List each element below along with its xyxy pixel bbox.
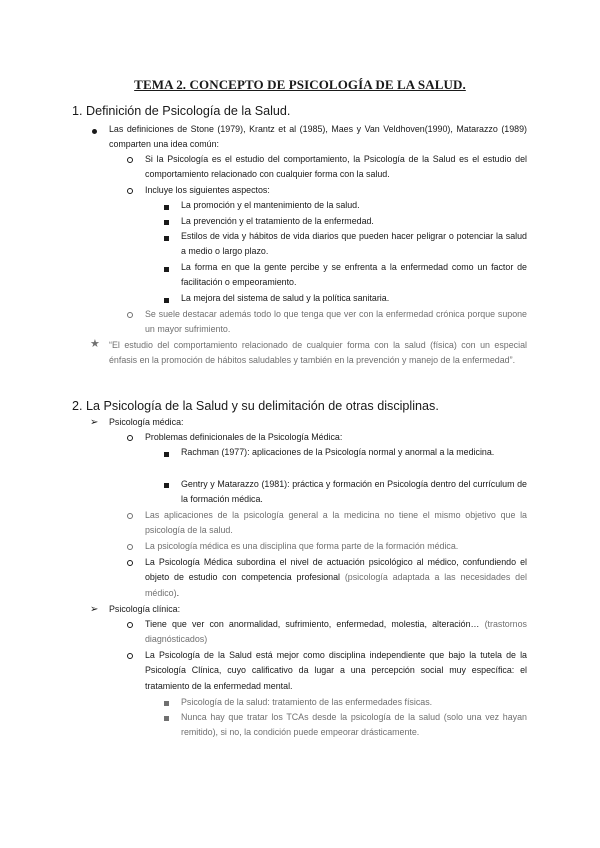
clinica-label: Psicología clínica: [109,604,181,614]
definition-paragraph: Si la Psicología es el estudio del comportamiento, la Psicología de la Salud es el estudio del comportamiento relacionado con cualquier forma con la salud. [145,154,527,180]
bullet-square [164,478,169,493]
bullet-circle [127,431,133,446]
aspect-item: La mejora del sistema de salud y la política sanitaria. [181,293,390,303]
bullet-square [164,696,169,711]
bullet-square [164,262,169,277]
medica-discipline: La psicología médica es una disciplina que forma parte de la formación médica. [145,541,459,551]
bullet-square [164,293,169,308]
gentry-item: Gentry y Matarazzo (1981): práctica y formación en Psicología dentro del currículum de la formación médica. [181,479,527,505]
clinica-independent: La Psicología de la Salud está mejor como disciplina independiente que bajo la tutela de la Psicología Clínica, cuyo calificativo da lugar a una percepción social muy específica: el tratamiento de la enfermedad mental. [145,650,527,691]
bullet-square [164,200,169,215]
bullet-square [164,231,169,246]
medica-label: Psicología médica: [109,417,184,427]
section-2-heading: 2. La Psicología de la Salud y su delimitación de otras disciplinas. [72,399,439,413]
bullet-circle [127,649,133,664]
medica-problems: Problemas definicionales de la Psicología Médica: [145,432,343,442]
rachman-item: Rachman (1977): aplicaciones de la Psicología normal y anormal a la medicina. [181,447,495,457]
definition-quote: “El estudio del comportamiento relacionado de cualquier forma con la salud (física) con un especial énfasis en la promoción de hábitos saludables y también en la prevención y manejo de la enfermedad”. [109,340,527,366]
bullet-circle [127,618,133,633]
medica-applications: Las aplicaciones de la psicología general a la medicina no tiene el mismo objetivo que la psicología de la salud. [145,510,527,536]
bullet-dot [92,124,97,139]
aspect-item: Estilos de vida y hábitos de vida diarios que pueden hacer peligrar o potenciar la salud a medio o largo plazo. [181,231,527,257]
bullet-circle [127,540,133,555]
aspects-intro: Incluye los siguientes aspectos: [145,185,270,195]
tca-item: Nunca hay que tratar los TCAs desde la psicología de la salud (solo una vez hayan remitido), si no, la condición puede empeorar drásticamente. [181,712,527,738]
aspect-item: La prevención y el tratamiento de la enfermedad. [181,216,374,226]
bullet-square [164,215,169,230]
section-1-heading: 1. Definición de Psicología de la Salud. [72,104,291,118]
star-icon: ★ [90,338,100,350]
bullet-circle [127,308,133,323]
page-title: TEMA 2. CONCEPTO DE PSICOLOGÍA DE LA SALUD. [134,77,466,92]
physical-illness-item: Psicología de la salud: tratamiento de las enfermedades físicas. [181,697,433,707]
aspect-item: La promoción y el mantenimiento de la salud. [181,200,360,210]
bullet-circle [127,556,133,571]
chronic-illness-note: Se suele destacar además todo lo que tenga que ver con la enfermedad crónica porque supone un mayor sufrimiento. [145,309,527,335]
bullet-circle [127,153,133,168]
bullet-square [164,711,169,726]
aspect-item: La forma en que la gente percibe y se enfrenta a la enfermedad como un factor de facilitación o empeoramiento. [181,262,527,288]
definitions-paragraph: Las definiciones de Stone (1979), Krantz et al (1985), Maes y Van Veldhoven(1990), Matarazzo (1989) comparten una idea común: [109,124,527,150]
arrow-bullet-icon: ➢ [90,604,99,615]
bullet-square [164,447,169,462]
clinica-abnormality: Tiene que ver con anormalidad, sufrimiento, enfermedad, molestia, alteración… (trastornos diagnósticados) [145,619,527,645]
bullet-circle [127,509,133,524]
arrow-bullet-icon: ➢ [90,417,99,428]
bullet-circle [127,184,133,199]
medica-subordinate: La Psicología Médica subordina el nivel de actuación psicológico al médico, confundiendo el objeto de estudio con competencia profesional (psicología adaptada a las necesidades del médico). [145,557,527,598]
